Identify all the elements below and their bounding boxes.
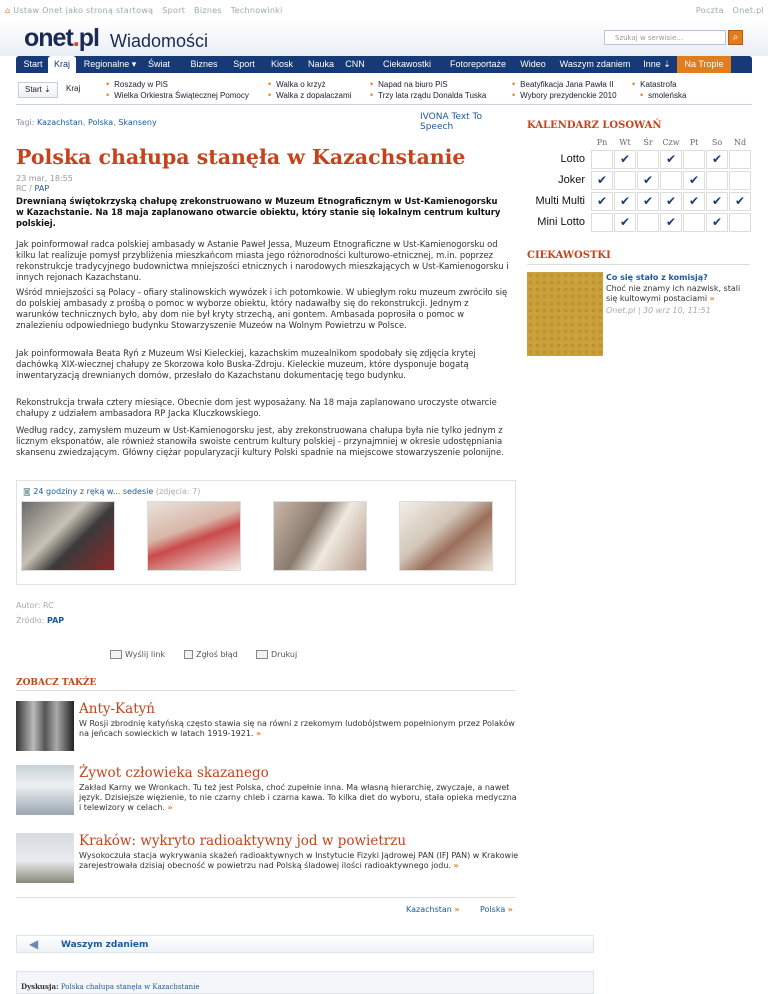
- calendar-cell: [614, 171, 636, 190]
- tag-link[interactable]: Polska: [87, 118, 114, 127]
- more-arrow-icon[interactable]: »: [167, 803, 173, 812]
- check-icon: ✔: [660, 150, 682, 169]
- check-icon: ✔: [683, 192, 705, 211]
- tab-regionalne[interactable]: Regionalne ▾: [83, 59, 137, 69]
- set-homepage-link[interactable]: Ustaw Onet jako stroną startową: [13, 6, 154, 15]
- more-arrow-icon: »: [507, 905, 513, 914]
- more-arrow-icon[interactable]: »: [709, 294, 715, 303]
- gallery-link[interactable]: 24 godziny z ręką w... sedesie: [33, 487, 154, 496]
- discussion-bar: [16, 971, 594, 994]
- check-icon: ✔: [637, 171, 659, 190]
- subnav-link[interactable]: • Wielka Orkiestra Świątecznej Pomocy: [106, 90, 249, 101]
- related-tag-label: Kazachstan: [406, 905, 452, 914]
- search-icon[interactable]: ⌕: [728, 30, 743, 45]
- gallery-count: (zdjęcia: 7): [155, 487, 201, 496]
- calendar-game-name: Joker: [558, 174, 585, 186]
- camera-icon: ◙: [23, 487, 31, 496]
- check-icon: ✔: [591, 192, 613, 211]
- check-icon: ✔: [660, 213, 682, 232]
- calendar-day-header: So: [711, 138, 723, 147]
- calendar-game-name: Mini Lotto: [537, 216, 585, 228]
- print-button[interactable]: [256, 650, 297, 660]
- lottery-calendar: [527, 138, 750, 236]
- calendar-cell: [706, 171, 728, 190]
- curiosity-title[interactable]: Co się stało z komisją?: [606, 273, 708, 282]
- subnav-link[interactable]: • Roszady w PiS: [106, 79, 249, 90]
- gallery-thumbnail[interactable]: [147, 501, 241, 571]
- check-icon: ✔: [660, 192, 682, 211]
- tab-start[interactable]: Start: [23, 59, 43, 69]
- article-author-short: RC: [16, 184, 27, 193]
- related-title[interactable]: Żywot człowieka skazanego: [79, 765, 269, 781]
- check-icon: ✔: [706, 192, 728, 211]
- opinions-bar[interactable]: [16, 935, 594, 953]
- subnav-link-cont[interactable]: • smoleńska: [632, 90, 686, 101]
- tab-nauka[interactable]: Nauka: [307, 59, 334, 69]
- tab-kraj[interactable]: Kraj: [48, 56, 76, 73]
- tab-sport[interactable]: Sport: [233, 59, 255, 69]
- curiosity-desc: Choć nie znamy ich nazwisk, stali się kultowymi postaciami: [606, 284, 741, 303]
- curiosity-meta: Onet.pl | 30 wrz 10, 11:51: [606, 306, 711, 315]
- article-paragraph: Wśród mniejszości są Polacy - ofiary stalinowskich wywózek i ich potomkowie. W ubiegłym roku muzeum zwróciło się do polskiej ambasady z prośbą o pomoc w wyborze obiektu, który nadawałby się do rekonstrukcji. Jednym z warunków technicznych było, aby dom nie był kryty strzechą, ani gontem. Ambasada poprosiła o pomoc w znalezieniu odpowiedniego budynku Stowarzyszenie Muzeów na Wolnym Powietrzu w Polsce.: [16, 287, 508, 330]
- calendar-game-name: Multi Multi: [535, 195, 585, 207]
- tab-wideo[interactable]: Wideo: [520, 59, 546, 69]
- curiosity-thumbnail[interactable]: [527, 272, 603, 356]
- sub-nav: [16, 73, 752, 105]
- related-tag-label: Polska: [480, 905, 506, 914]
- divider: [527, 264, 750, 265]
- calendar-day-header: Wt: [619, 138, 631, 147]
- calendar-cell: [637, 150, 659, 169]
- breadcrumb-start[interactable]: Start ⇣: [18, 82, 58, 98]
- tag-link[interactable]: Kazachstan: [37, 118, 83, 127]
- related-title[interactable]: Anty-Katyń: [79, 701, 155, 717]
- related-tag-polska[interactable]: [480, 905, 513, 914]
- tab-waszym-zdaniem[interactable]: Waszym zdaniem: [559, 59, 631, 69]
- tab-fotoreportaze[interactable]: Fotoreportaże: [449, 59, 507, 69]
- author-name: RC: [42, 601, 54, 610]
- calendar-cell: [729, 213, 751, 232]
- curiosity-desc-block: [606, 284, 754, 304]
- article-paragraph: Jak poinformował radca polskiej ambasady w Astanie Paweł Jessa, Muzeum Etnograficzne w Ust-Kamienogorsku od kilku lat realizuje pomysł przybliżenia mieszkańcom miasta jego różnorodności kulturowo-etnicznej, m.in. poprzez rekonstrukcje tradycyjnego budownictwa mniejszości etnicznych i narodowych mieszkających w Ust-Kamienogorsku i innych rejonach Kazachstanu.: [16, 239, 509, 282]
- report-error-label: Zgłoś błąd: [196, 650, 238, 659]
- related-thumbnail[interactable]: [16, 833, 74, 883]
- warning-icon: [184, 650, 193, 659]
- calendar-day-header: Czw: [662, 138, 680, 147]
- onet-logo[interactable]: onet.pl: [24, 24, 99, 52]
- report-error-button[interactable]: [184, 650, 238, 660]
- photo-gallery: [16, 480, 516, 585]
- gallery-caption: [23, 487, 200, 496]
- top-link-sport[interactable]: Sport: [162, 6, 186, 15]
- more-arrow-icon: »: [454, 905, 460, 914]
- gallery-thumbnail[interactable]: [399, 501, 493, 571]
- subnav-link[interactable]: • Katastrofa: [632, 79, 686, 90]
- subnav-link[interactable]: • Napad na biuro PiS: [370, 79, 486, 90]
- calendar-day-header: Pn: [596, 138, 608, 147]
- more-arrow-icon[interactable]: »: [453, 861, 459, 870]
- tab-cnn[interactable]: CNN: [345, 59, 365, 69]
- calendar-heading: KALENDARZ LOSOWAŃ: [527, 120, 662, 131]
- tab-inne[interactable]: Inne ⇣: [643, 59, 671, 69]
- related-tag-kazachstan[interactable]: [406, 905, 460, 914]
- article-lead: Drewnianą świętokrzyską chałupę zrekonstruowano w Muzeum Etnograficznym w Ust-Kamienogorsku w Kazachstanie. Na 18 maja zaplanowano otwarcie obiektu, który stanie się lokalnym centrum kultury polskiej.: [16, 196, 501, 228]
- article-paragraph: Rekonstrukcja trwała cztery miesiące. Obecnie dom jest wyposażany. Na 18 maja zaplanowano uroczyste otwarcie chałupy z udziałem ambasadora RP Jacka Kluczkowskiego.: [16, 397, 497, 418]
- calendar-cell: [729, 171, 751, 190]
- check-icon: ✔: [614, 192, 636, 211]
- main-nav: [16, 56, 752, 73]
- tab-biznes[interactable]: Biznes: [190, 59, 218, 69]
- calendar-cell: [591, 150, 613, 169]
- subnav-link[interactable]: • Beatyfikacja Jana Pawła II: [512, 79, 617, 90]
- related-desc: Wysokoczuła stacja wykrywania skażeń radioaktywnych w Instytucie Fizyki Jądrowej PAN (IFJ PAN) w Krakowie zarejestrowała dzisiaj obecność w powietrzu nad Polską śladowej ilości radioaktywnego jodu.: [79, 851, 519, 870]
- divider: [16, 897, 516, 898]
- top-link-technowinki[interactable]: Technowinki: [230, 6, 283, 15]
- calendar-cell: [591, 213, 613, 232]
- discussion-label: Dyskusja:: [21, 982, 59, 991]
- source-link[interactable]: PAP: [46, 616, 65, 625]
- calendar-day-header: Pt: [689, 138, 699, 147]
- subnav-link[interactable]: • Wybory prezydenckie 2010: [512, 90, 617, 101]
- gallery-thumbnail[interactable]: [273, 501, 367, 571]
- author-label: Autor:: [16, 601, 41, 610]
- home-icon: ⌂: [5, 6, 11, 15]
- calendar-cell: [683, 150, 705, 169]
- section-title[interactable]: Wiadomości: [110, 31, 209, 51]
- calendar-cell: [660, 171, 682, 190]
- calendar-cell: [637, 213, 659, 232]
- more-arrow-icon[interactable]: »: [256, 729, 262, 738]
- divider: [16, 690, 516, 691]
- tab-kiosk[interactable]: Kiosk: [270, 59, 293, 69]
- check-icon: ✔: [729, 192, 751, 211]
- article-paragraph: Według radcy, zamysłem muzeum w Ust-Kamienogorsku jest, aby zrekonstruowana chałupa była nie tylko jednym z licznym eksponatów, ale również stanowiła swoiste centrum kultury polskiej - przynajmniej w okresie udostępniania skansenu zwiedzającym. Główny ciężar popularyzacji kultury Polski spadnie na miejscowe stowarzyszenie polonijne.: [16, 425, 504, 457]
- article-meta: 23 mar, 18:55 RC / PAP: [16, 174, 73, 193]
- top-link-poczta[interactable]: Poczta: [695, 6, 724, 15]
- check-icon: ✔: [683, 171, 705, 190]
- opinions-label: Waszym zdaniem: [61, 940, 149, 950]
- related-title[interactable]: Kraków: wykryto radioaktywny jod w powietrzu: [79, 833, 407, 849]
- subnav-link[interactable]: • Walka o krzyż: [268, 79, 351, 90]
- top-bar: [0, 0, 768, 20]
- subnav-link[interactable]: • Trzy lata rządu Donalda Tuska: [370, 90, 486, 101]
- calendar-day-header: Śr: [643, 138, 653, 147]
- calendar-day-header: Nd: [733, 138, 747, 147]
- calendar-cell: [729, 150, 751, 169]
- printer-icon: [256, 650, 268, 659]
- print-label: Drukuj: [271, 650, 298, 659]
- subnav-link[interactable]: • Walka z dopalaczami: [268, 90, 351, 101]
- related-desc: Zakład Karny we Wronkach. Tu też jest Polska, choć zupełnie inna. Ma własną hierarchię, zwyczaje, a nawet język. Dzisiejsze więzienie, to nie czarny chleb i czarna kawa. To kilka diet do wyboru, stała opieka medyczna i telewizory w celach.: [79, 783, 517, 812]
- top-link-onet[interactable]: Onet.pl: [732, 6, 764, 15]
- ivona-tts-link[interactable]: IVONA Text To Speech: [420, 112, 483, 132]
- check-icon: ✔: [706, 150, 728, 169]
- article-title: Polska chałupa stanęła w Kazachstanie: [16, 145, 466, 169]
- article-paragraph: Jak poinformowała Beata Ryń z Muzeum Wsi Kieleckiej, kazachskim muzealnikom spodobały się zdjęcia krytej dachówką XIX-wiecznej chałupy ze Skorzowa koło Buska-Zdroju. Kieleckie muzeum, które dysponuje bogatą inwentaryzacją drewnianych domów, przesłało do Kazachstanu dokumentację tego budynku.: [16, 348, 476, 380]
- tab-swiat[interactable]: Świat: [147, 59, 170, 69]
- related-thumbnail[interactable]: [16, 701, 74, 751]
- check-icon: ✔: [706, 213, 728, 232]
- header: [0, 20, 768, 56]
- discussion-link[interactable]: Polska chałupa stanęła w Kazachstanie: [60, 983, 200, 991]
- check-icon: ✔: [614, 150, 636, 169]
- tab-na-tropie[interactable]: Na Tropie: [677, 56, 731, 73]
- envelope-icon: [110, 650, 122, 659]
- tags-label: Tagi:: [16, 118, 35, 127]
- source-label: Źródło:: [16, 616, 45, 625]
- tags: Tagi: Kazachstan, Polska, Skanseny: [16, 118, 157, 127]
- calendar-game-name: Lotto: [560, 153, 585, 165]
- breadcrumb-kraj[interactable]: Kraj: [66, 84, 81, 93]
- megaphone-icon: ◀: [29, 937, 39, 951]
- tab-ciekawostki[interactable]: Ciekawostki: [382, 59, 431, 69]
- author: [16, 601, 54, 610]
- check-icon: ✔: [591, 171, 613, 190]
- tag-link[interactable]: Skanseny: [118, 118, 157, 127]
- related-heading: ZOBACZ TAKŻE: [16, 678, 97, 688]
- curiosities-heading: CIEKAWOSTKI: [527, 250, 611, 261]
- calendar-cell: [683, 213, 705, 232]
- related-desc: W Rosji zbrodnię katyńską często stawia się na równi z rzekomym ludobójstwem popełnionym przez Polaków na jeńcach sowieckich w latach 1919-1921.: [79, 719, 515, 738]
- send-link-button[interactable]: [110, 650, 165, 660]
- gallery-thumbnail[interactable]: [21, 501, 115, 571]
- check-icon: ✔: [637, 192, 659, 211]
- send-link-label: Wyślij link: [125, 650, 166, 659]
- top-link-biznes[interactable]: Biznes: [194, 6, 222, 15]
- article-source-link[interactable]: PAP: [34, 184, 50, 193]
- search-input[interactable]: Szukaj w serwisie...: [604, 30, 726, 45]
- source: [16, 616, 64, 625]
- related-thumbnail[interactable]: [16, 765, 74, 815]
- check-icon: ✔: [614, 213, 636, 232]
- article-date: 23 mar, 18:55: [16, 174, 73, 183]
